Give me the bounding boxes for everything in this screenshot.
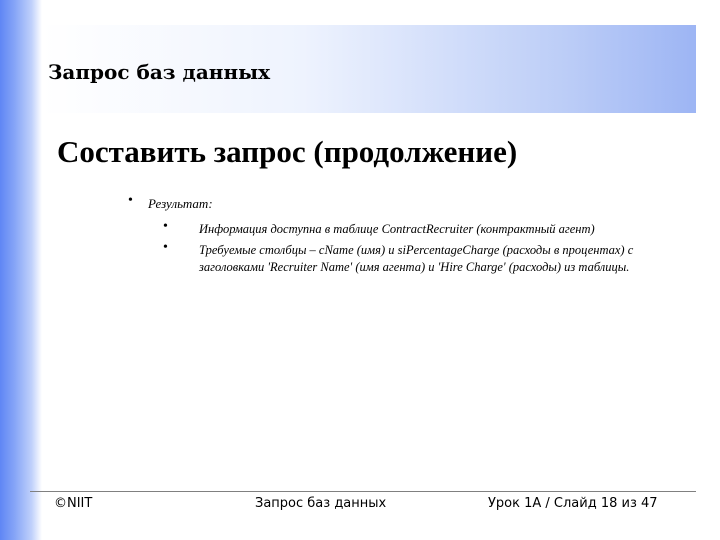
bullet-text-info: Информация доступна в таблице ContractRecruiter (контрактный агент) [199, 222, 595, 236]
bullet-text-columns: Требуемые столбцы – cName (имя) и siPercentageCharge (расходы в процентах) с заголовками 'Recruiter Name' (имя агента) и 'Hire Charge' (расходы) из таблицы. [199, 243, 634, 274]
slide-title: Составить запрос (продолжение) [57, 134, 518, 169]
left-decorative-strip [0, 0, 42, 540]
bullet-dot: • [163, 219, 168, 234]
bullet-dot: • [128, 193, 133, 208]
footer-divider [30, 491, 696, 492]
bullet-text-result: Результат: [148, 196, 213, 211]
footer-course-title: Запрос баз данных [255, 496, 387, 511]
bullet-dot: • [163, 240, 168, 255]
header-title: Запрос баз данных [48, 60, 271, 84]
footer-copyright: ©NIIT [54, 496, 93, 511]
footer-slide-number: Урок 1А / Слайд 18 из 47 [488, 496, 658, 511]
